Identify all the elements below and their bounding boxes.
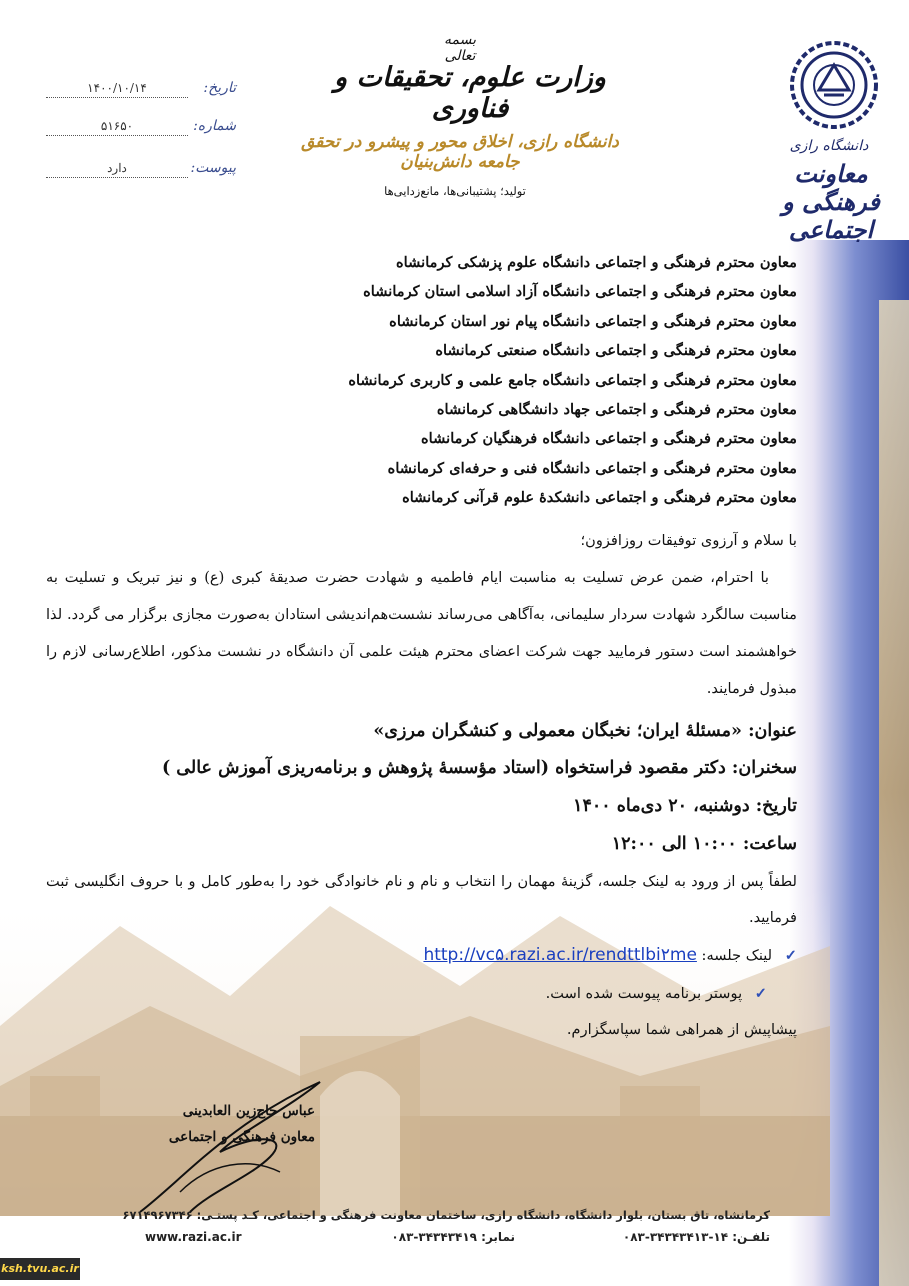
poster-row xyxy=(46,981,767,1007)
source-watermark: ksh.tvu.ac.ir xyxy=(0,1258,80,1280)
university-name: دانشگاه رازی xyxy=(789,138,869,154)
footer-contact xyxy=(70,1230,770,1252)
letter-body xyxy=(46,248,797,1038)
footer-fax: نمابر: ۳۴۳۴۳۴۱۹-۰۸۳ xyxy=(391,1230,515,1244)
checkmark-icon: ✓ xyxy=(784,946,797,964)
event-details xyxy=(46,713,797,864)
recipient-line: معاون محترم فرهنگی و اجتماعی دانشگاه پیام نور استان کرمانشاه xyxy=(389,312,797,330)
recipient-line: معاون محترم فرهنگی و اجتماعی دانشکدۀ علوم قرآنی کرمانشاه xyxy=(402,489,797,507)
decorative-gold-strip xyxy=(879,300,909,1286)
university-motto: دانشگاه رازی، اخلاق محور و پیشرو در تحقق جامعه دانش‌بنیان xyxy=(301,132,619,172)
date-field xyxy=(46,80,236,104)
signer-block xyxy=(150,1098,315,1150)
recipient-line: معاون محترم فرهنگی و اجتماعی جهاد دانشگاهی کرمانشاه xyxy=(436,401,797,419)
footer-address: کرمانشاه، تاق بستان، بلوار دانشگاه، دانشگاه رازی، ساختمان معاونت فرهنگی و اجتماعی، کـد پستـی: ۶۷۱۴۹۶۷۳۴۶ xyxy=(122,1208,770,1222)
body-paragraph: با احترام، ضمن عرض تسلیت به مناسبت ایام فاطمیه و شهادت حضرت صدیقۀ کبری (ع) و نیز تبریک و تسلیت به مناسبت سالگرد شهادت سردار سلیمانی، به‌آگاهی می‌رساند نشست‌هم‌اندیشی استادان به‌صورت مجازی برگزار می گردد. لذا خواهشمند است دستور فرمایید جهت شرکت اعضای محترم هیئت علمی آن دانشگاه در نشست مذکور، اطلاع‌رسانی لازم را مبذول فرمایند. xyxy=(46,568,797,697)
office-title-line-2: فرهنگی و اجتماعی xyxy=(782,187,880,244)
year-slogan: تولید؛ پشتیبانی‌ها، مانع‌زدایی‌ها xyxy=(384,184,526,198)
number-label: شماره: xyxy=(193,118,236,134)
attachment-field xyxy=(46,160,236,184)
footer-phone: تلفـن: ۱۴-۳۴۳۴۳۴۱۳-۰۸۳ xyxy=(622,1230,770,1244)
date-value: ۱۴۰۰/۱۰/۱۴ xyxy=(46,80,188,98)
signer-name: عباس حاج‌زین العابدینی xyxy=(182,1103,315,1119)
number-field xyxy=(46,118,236,142)
recipient-line: معاون محترم فرهنگی و اجتماعی دانشگاه صنعتی کرمانشاه xyxy=(435,342,797,360)
recipient-line: معاون محترم فرهنگی و اجتماعی دانشگاه علوم پزشکی کرمانشاه xyxy=(396,254,797,271)
checkmark-icon: ✓ xyxy=(754,984,767,1002)
event-title: عنوان: «مسئلۀ ایران؛ نخبگان معمولی و کنشگران مرزی» xyxy=(373,720,797,741)
poster-note: پوستر برنامه پیوست شده است. xyxy=(545,984,743,1002)
date-label: تاریخ: xyxy=(203,80,236,96)
footer-website[interactable]: www.razi.ac.ir xyxy=(145,1230,242,1244)
meeting-link-row xyxy=(46,942,797,969)
letter-footer xyxy=(70,1204,770,1252)
meeting-link[interactable]: http://vc۵.razi.ac.ir/rendttlbi۲me xyxy=(423,944,697,965)
ministry-title: وزارت علوم، تحقیقات و فناوری xyxy=(334,62,606,124)
closing-line: پیشاپیش از همراهی شما سپاسگزارم. xyxy=(566,1020,797,1038)
event-time: ساعت: ۱۰:۰۰ الی ۱۲:۰۰ xyxy=(611,834,797,855)
attachment-value: دارد xyxy=(46,160,188,178)
signer-title: معاون فرهنگی و اجتماعی xyxy=(168,1129,315,1145)
meeting-link-label: لینک جلسه: xyxy=(701,946,773,964)
office-title-line-1: معاونت xyxy=(794,159,868,188)
recipient-line: معاون محترم فرهنگی و اجتماعی دانشگاه آزاد اسلامی استان کرمانشاه xyxy=(363,283,797,301)
event-date: تاریخ: دوشنبه، ۲۰ دی‌ماه ۱۴۰۰ xyxy=(573,796,797,817)
basmala: بسمه تعالی xyxy=(444,32,476,64)
recipient-line: معاون محترم فرهنگی و اجتماعی دانشگاه فنی و حرفه‌ای کرمانشاه xyxy=(387,459,797,477)
university-logo xyxy=(789,40,879,130)
recipients-list xyxy=(46,248,797,513)
registration-note: لطفاً پس از ورود به لینک جلسه، گزینۀ مهمان را انتخاب و نام و نام خانوادگی خود را به‌طور کامل و با حروف انگلیسی ثبت فرمایید. xyxy=(46,872,797,926)
office-title xyxy=(781,160,881,244)
recipient-line: معاون محترم فرهنگی و اجتماعی دانشگاه جامع علمی و کاربری کرمانشاه xyxy=(348,371,797,389)
event-speaker: سخنران: دکتر مقصود فراستخواه (استاد مؤسسۀ پژوهش و برنامه‌ریزی آموزش عالی ) xyxy=(161,758,797,779)
attachment-label: پیوست: xyxy=(190,160,236,176)
number-value: ۵۱۶۵۰ xyxy=(46,118,188,136)
recipient-line: معاون محترم فرهنگی و اجتماعی دانشگاه فرهنگیان کرمانشاه xyxy=(421,430,797,448)
greeting: با سلام و آرزوی توفیقات روزافزون؛ xyxy=(580,531,797,549)
